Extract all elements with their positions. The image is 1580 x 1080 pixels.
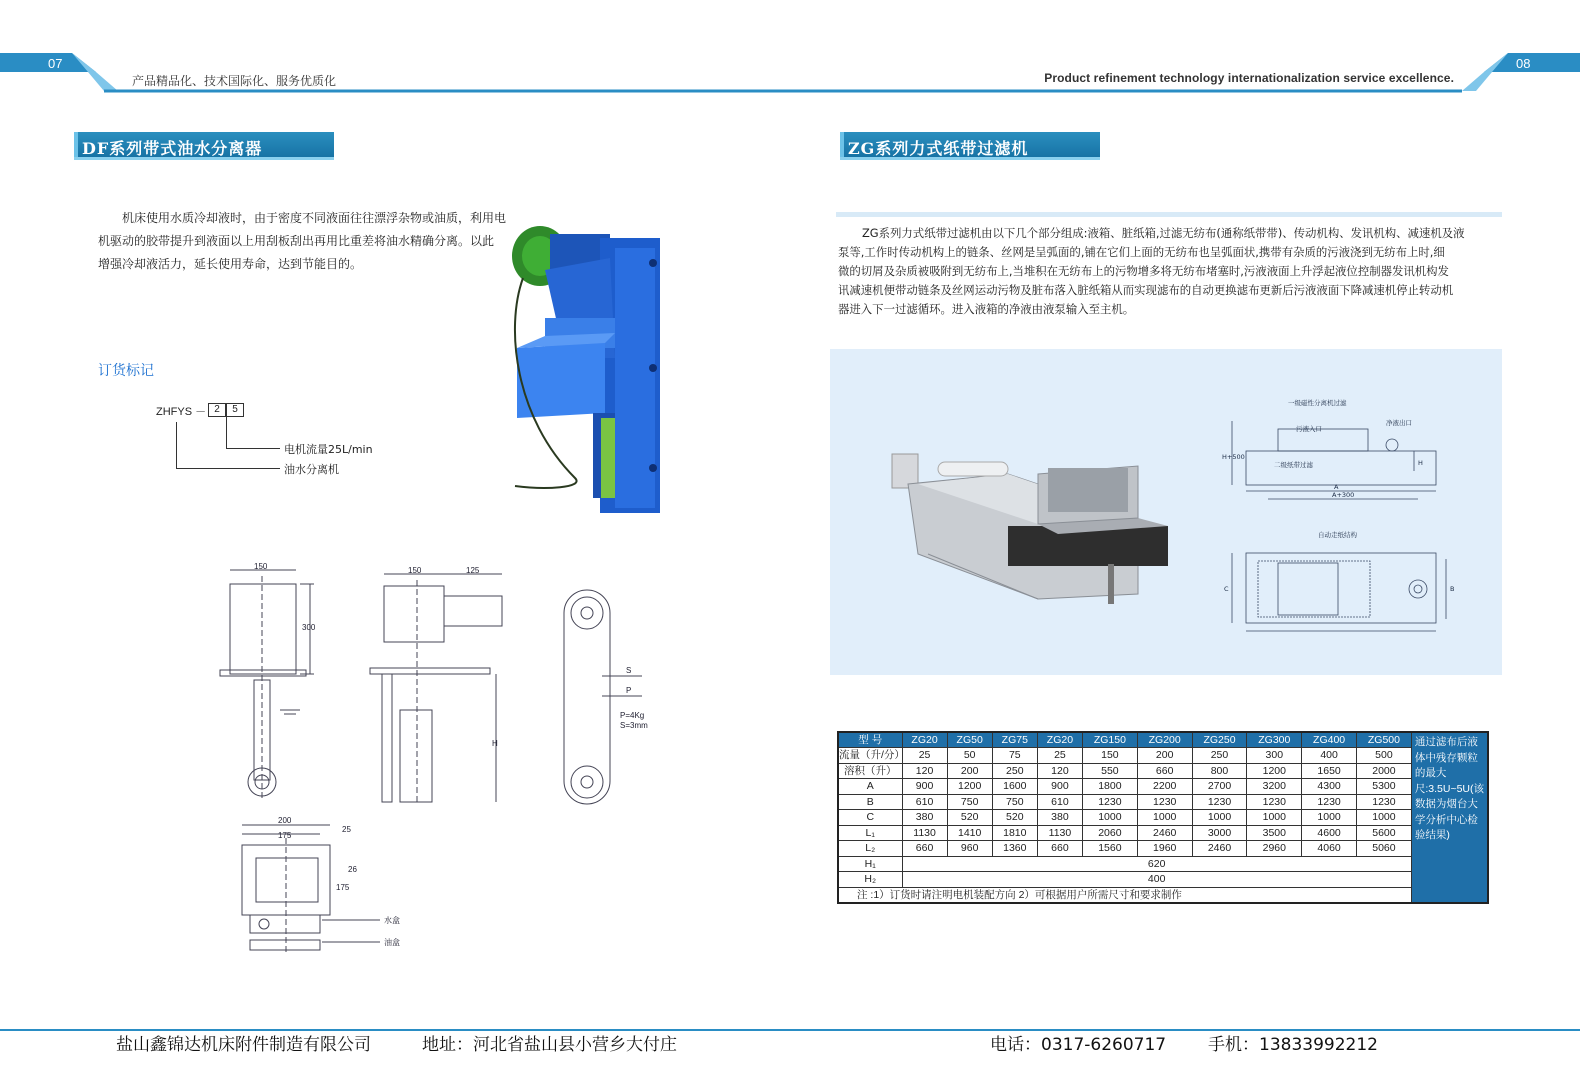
footer-address: 地址：河北省盐山县小营乡大付庄	[422, 1035, 677, 1055]
order-digit-box: 5	[226, 403, 244, 417]
table-cell: 5300	[1356, 779, 1411, 795]
zg-description-line: 泵等,工作时传动机构上的链条、丝网是呈弧面的,铺在它们上面的无纺布也呈弧面状,携带有杂质的污液浇到无纺布上时,细	[838, 245, 1445, 259]
table-cell: 1000	[1302, 810, 1357, 826]
table-row	[838, 825, 1488, 841]
table-row	[838, 872, 1488, 888]
zg-description-line: 微的切屑及杂质被吸附到无纺布上,当堆积在无纺布上的污物增多将无纺布堵塞时,污液液面上升浮起液位控制器发讯机构发	[838, 264, 1449, 278]
table-cell: 4300	[1302, 779, 1357, 795]
table-cell: 520	[947, 810, 992, 826]
row-label: L₂	[838, 841, 902, 857]
table-cell: 120	[1037, 763, 1082, 779]
row-label: B	[838, 794, 902, 810]
table-row	[838, 856, 1488, 872]
table-cell: 380	[1037, 810, 1082, 826]
dim-label: 150	[408, 566, 422, 575]
zg-description-line: 器进入下一过滤循环。进入液箱的净液由液泵输入至主机。	[838, 302, 1135, 316]
df-description-line: 机驱动的胶带提升到液面以上用刮板刮出再用比重差将油水精确分离。以此	[98, 234, 495, 248]
footer-company: 盐山鑫锦达机床附件制造有限公司	[116, 1035, 371, 1055]
table-cell: 660	[1137, 763, 1192, 779]
table-cell: 2960	[1247, 841, 1302, 857]
table-cell: 3200	[1247, 779, 1302, 795]
table-cell: 5060	[1356, 841, 1411, 857]
table-cell: 4060	[1302, 841, 1357, 857]
dim-label: 150	[254, 562, 268, 571]
row-label: 溶积（升）	[838, 763, 902, 779]
df-technical-drawings	[210, 560, 660, 960]
table-cell: 50	[947, 748, 992, 764]
dim-label: 175	[336, 883, 350, 892]
diagram-label: C	[1224, 585, 1229, 593]
table-cell: 1000	[1137, 810, 1192, 826]
slogan-chinese: 产品精品化、技术国际化、服务优质化	[132, 74, 337, 88]
footer-phone: 电话：0317-6260717	[990, 1035, 1167, 1055]
zg-description-line: ZG系列力式纸带过滤机由以下几个部分组成:液箱、脏纸箱,过滤无纺布(通称纸带带)、传动机构、发讯机构、减速机及液	[862, 226, 1465, 240]
page-number-left: 07	[48, 56, 63, 71]
zg-product-panel	[830, 349, 1502, 675]
model-header: ZG50	[947, 732, 992, 748]
table-cell: 500	[1356, 748, 1411, 764]
zg-title-rule	[836, 212, 1502, 217]
table-cell: 1130	[1037, 825, 1082, 841]
page-number-right: 08	[1516, 56, 1531, 71]
table-cell: 1410	[947, 825, 992, 841]
dim-label: 水盒	[384, 916, 400, 925]
model-header: ZG300	[1247, 732, 1302, 748]
paper-filter-machine-photo	[888, 444, 1178, 609]
dim-label: 26	[348, 865, 357, 874]
dim-label: 25	[342, 825, 351, 834]
table-cell: 660	[1037, 841, 1082, 857]
table-cell: 1560	[1083, 841, 1138, 857]
table-cell: 2000	[1356, 763, 1411, 779]
dim-label: 300	[302, 623, 316, 632]
dim-label: S	[626, 666, 632, 675]
table-cell: 2700	[1192, 779, 1247, 795]
table-cell: 150	[1083, 748, 1138, 764]
diagram-label: B	[1450, 585, 1455, 593]
diagram-label: 自动走纸结构	[1318, 531, 1357, 539]
df-description-line: 机床使用水质冷却液时，由于密度不同液面往往漂浮杂物或油质，利用电	[122, 211, 507, 225]
table-cell: 75	[992, 748, 1037, 764]
table-cell: 200	[1137, 748, 1192, 764]
table-cell: 1000	[1356, 810, 1411, 826]
table-cell: 4600	[1302, 825, 1357, 841]
table-cell: 1650	[1302, 763, 1357, 779]
dim-label: 125	[466, 566, 480, 575]
table-cell: 1000	[1247, 810, 1302, 826]
dim-label: P=4Kg	[620, 711, 645, 720]
table-cell: 620	[902, 856, 1411, 872]
table-row	[838, 841, 1488, 857]
table-cell: 610	[1037, 794, 1082, 810]
order-marking-title: 订货标记	[98, 363, 154, 379]
dim-label: 175	[278, 831, 292, 840]
model-header: ZG250	[1192, 732, 1247, 748]
table-cell: 1230	[1356, 794, 1411, 810]
table-cell: 1600	[992, 779, 1037, 795]
slogan-english: Product refinement technology internationalization service excellence.	[1044, 71, 1454, 85]
table-cell: 1810	[992, 825, 1037, 841]
zg-description-line: 讯减速机便带动链条及丝网运动污物及脏布落入脏纸箱从而实现滤布的自动更换滤布更新后污液液面下降减速机停止转动机	[838, 283, 1454, 297]
footer-mobile: 手机：13833992212	[1208, 1035, 1378, 1055]
dim-label: P	[626, 686, 632, 695]
table-cell: 120	[902, 763, 947, 779]
table-cell: 1230	[1137, 794, 1192, 810]
table-cell: 960	[947, 841, 992, 857]
table-cell: 1200	[947, 779, 992, 795]
table-row	[838, 810, 1488, 826]
table-cell: 400	[1302, 748, 1357, 764]
table-cell: 1200	[1247, 763, 1302, 779]
order-leader-line	[226, 417, 227, 448]
table-side-note: 通过滤布后液体中残存颗粒的最大尺:3.5U~5U(该数据为烟台大学分析中心检验结果)	[1411, 732, 1488, 903]
diagram-label: 一级磁性分离机过滤	[1288, 399, 1347, 407]
table-cell: 250	[1192, 748, 1247, 764]
table-cell: 1800	[1083, 779, 1138, 795]
table-cell: 1230	[1302, 794, 1357, 810]
model-header: ZG75	[992, 732, 1037, 748]
row-label: C	[838, 810, 902, 826]
diagram-label: H	[1418, 459, 1423, 467]
row-label: H₁	[838, 856, 902, 872]
diagram-label: 二级纸带过滤	[1274, 461, 1313, 469]
order-leader-line	[226, 448, 280, 449]
zg-spec-table	[837, 731, 1489, 904]
zg-section-title: ZG系列力式纸带过滤机	[840, 132, 1100, 160]
dim-label: S=3mm	[620, 721, 648, 730]
order-digit-box: 2	[208, 403, 226, 417]
table-cell: 2460	[1137, 825, 1192, 841]
diagram-label: 污液入口	[1296, 425, 1322, 433]
paper-filter-diagrams	[1218, 391, 1480, 651]
table-cell: 3000	[1192, 825, 1247, 841]
order-label-flow: 电机流量25L/min	[284, 443, 373, 456]
row-label: 流量（升/分）	[839, 749, 905, 762]
table-cell: 2200	[1137, 779, 1192, 795]
table-cell: 400	[902, 872, 1411, 888]
model-header: ZG200	[1137, 732, 1192, 748]
model-header: ZG150	[1083, 732, 1138, 748]
row-label: L₁	[838, 825, 902, 841]
table-footer-note: 注 :1）订货时请注明电机装配方向 2）可根据用户所需尺寸和要求制作	[838, 887, 1411, 903]
diagram-label: 净液出口	[1386, 419, 1412, 427]
df-section-title: DF系列带式油水分离器	[74, 132, 334, 160]
diagram-label: A+300	[1332, 491, 1355, 499]
table-cell: 660	[902, 841, 947, 857]
model-header: ZG500	[1356, 732, 1411, 748]
dim-label: H	[492, 739, 498, 748]
table-row	[838, 794, 1488, 810]
order-label-name: 油水分离机	[284, 463, 339, 476]
table-cell: 900	[902, 779, 947, 795]
table-cell: 1230	[1247, 794, 1302, 810]
table-cell: 250	[992, 763, 1037, 779]
table-cell: 2460	[1192, 841, 1247, 857]
table-cell: 1000	[1083, 810, 1138, 826]
model-header: ZG20	[1037, 732, 1082, 748]
table-cell: 520	[992, 810, 1037, 826]
table-cell: 800	[1192, 763, 1247, 779]
table-cell: 25	[1037, 748, 1082, 764]
table-cell: 25	[902, 748, 947, 764]
order-code: ZHFYS －	[156, 406, 207, 418]
oil-separator-photo	[505, 218, 685, 513]
table-footer-row	[838, 887, 1488, 903]
table-cell: 200	[947, 763, 992, 779]
df-description-line: 增强冷却液活力，延长使用寿命，达到节能目的。	[98, 257, 363, 271]
table-cell: 750	[992, 794, 1037, 810]
order-leader-line	[176, 468, 280, 469]
diagram-label: A	[1334, 483, 1339, 491]
dim-label: 200	[278, 816, 292, 825]
table-cell: 1230	[1192, 794, 1247, 810]
table-cell: 1960	[1137, 841, 1192, 857]
table-cell: 300	[1247, 748, 1302, 764]
order-leader-line	[176, 422, 177, 468]
table-row	[838, 763, 1488, 779]
table-row	[838, 748, 1488, 764]
model-header: ZG20	[902, 732, 947, 748]
model-header: ZG400	[1302, 732, 1357, 748]
row-label: A	[838, 779, 902, 795]
table-header-row	[838, 732, 1488, 748]
table-cell: 1360	[992, 841, 1037, 857]
table-cell: 380	[902, 810, 947, 826]
table-cell: 2060	[1083, 825, 1138, 841]
table-cell: 550	[1083, 763, 1138, 779]
diagram-label: H+500	[1222, 453, 1245, 461]
table-cell: 610	[902, 794, 947, 810]
table-row	[838, 779, 1488, 795]
table-cell: 3500	[1247, 825, 1302, 841]
table-cell: 1000	[1192, 810, 1247, 826]
dim-label: 油盒	[384, 938, 400, 947]
table-cell: 1230	[1083, 794, 1138, 810]
table-cell: 5600	[1356, 825, 1411, 841]
table-cell: 900	[1037, 779, 1082, 795]
row-label: H₂	[838, 872, 902, 888]
table-cell: 1130	[902, 825, 947, 841]
table-header-cell: 型 号	[838, 732, 902, 748]
table-cell: 750	[947, 794, 992, 810]
